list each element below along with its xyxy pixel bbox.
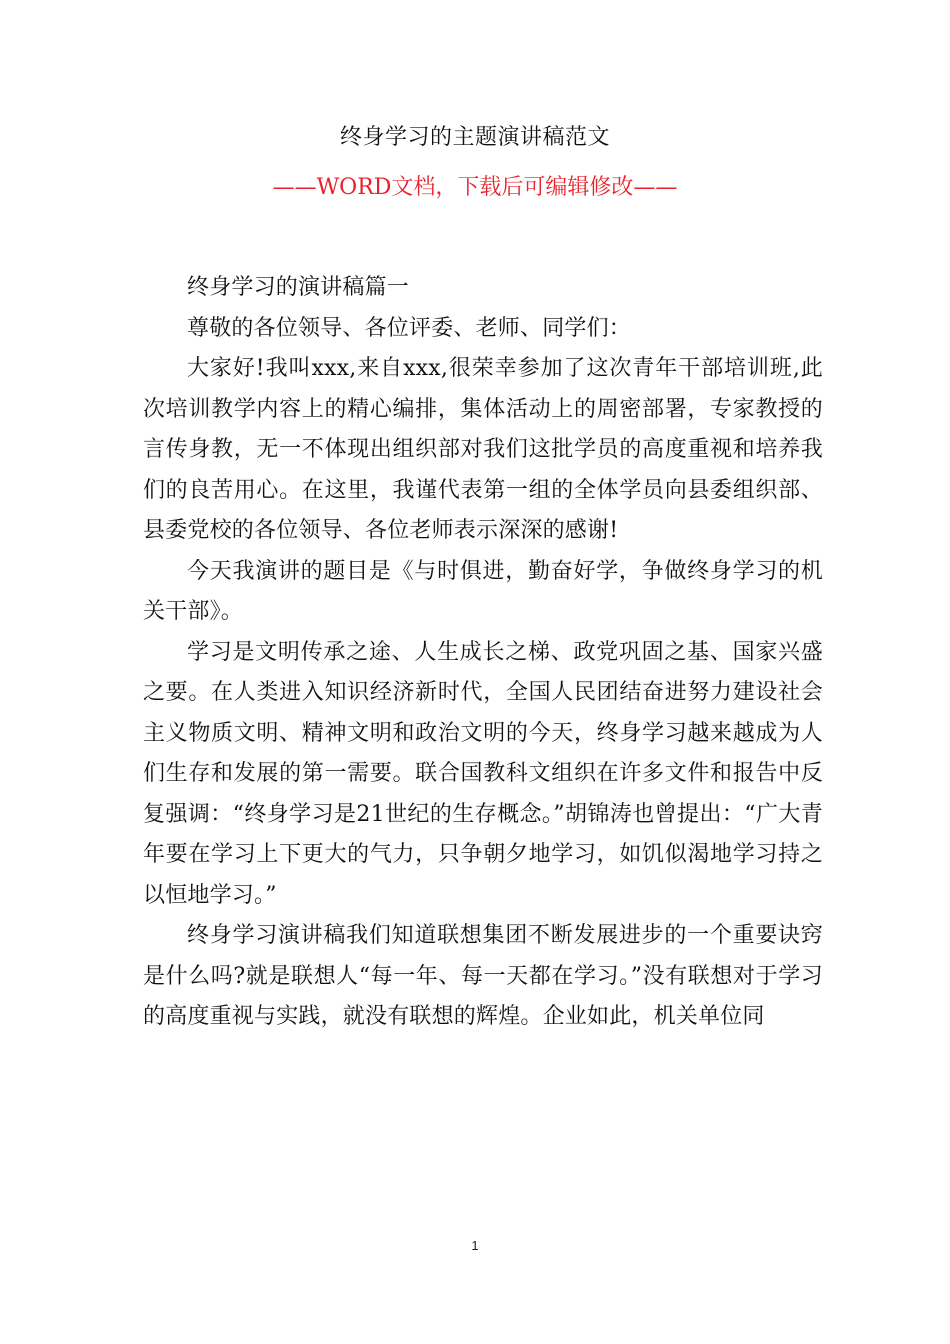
- paragraph: 学习是文明传承之途、人生成长之梯、政党巩固之基、国家兴盛之要。在人类进入知识经济新时代，全国人民团结奋进努力建设社会主义物质文明、精神文明和政治文明的今天，终身学习越来越成为人们生存和发展的第一需要。联合国教科文组织在许多文件和报告中反复强调：“终身学习是21世纪的生存概念。”胡锦涛也曾提出：“广大青年要在学习上下更大的气力，只争朝夕地学习，如饥似渴地学习持之以恒地学习。”: [143, 639, 823, 908]
- document-subtitle: ——WORD文档，下载后可编辑修改——: [272, 175, 678, 200]
- paragraph: 大家好!我叫xxx,来自xxx,很荣幸参加了这次青年干部培训班,此次培训教学内容上的精心编排，集体活动上的周密部署，专家教授的言传身教，无一不体现出组织部对我们这批学员的高度重视和培养我们的良苦用心。在这里，我谨代表第一组的全体学员向县委组织部、县委党校的各位领导、各位老师表示深深的感谢!: [143, 356, 823, 543]
- salutation: 尊敬的各位领导、各位评委、老师、同学们：: [187, 315, 632, 341]
- paragraph: 今天我演讲的题目是《与时俱进，勤奋好学，争做终身学习的机关干部》。: [143, 558, 823, 624]
- page-number: 1: [471, 1238, 479, 1253]
- document-title: 终身学习的主题演讲稿范文: [339, 125, 610, 150]
- document-body: [143, 268, 823, 1038]
- section-heading: 终身学习的演讲稿篇一: [187, 275, 410, 300]
- paragraph: 终身学习演讲稿我们知道联想集团不断发展进步的一个重要诀窍是什么吗?就是联想人“每一年、每一天都在学习。”没有联想对于学习的高度重视与实践，就没有联想的辉煌。企业如此，机关单位同: [143, 923, 823, 1029]
